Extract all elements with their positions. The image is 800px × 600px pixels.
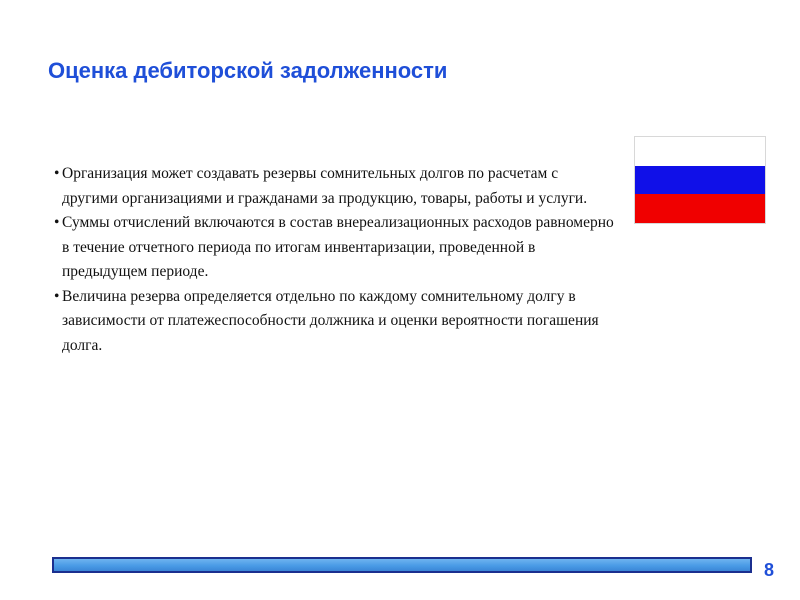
bullet-item <box>56 211 616 285</box>
flag-stripe-white <box>635 137 765 166</box>
bullet-text: Организация может создавать резервы сомнительных долгов по расчетам с другими организациями и гражданами за продукцию, товары, работы и услуги. <box>62 165 588 207</box>
footer-bar <box>52 557 752 573</box>
bullet-marker: • <box>54 287 60 305</box>
bullet-text: Суммы отчислений включаются в состав внереализационных расходов равномерно в течение отчетного периода по итогам инвентаризации, проведенной в предыдущем периоде. <box>62 214 614 280</box>
bullet-item <box>56 285 616 359</box>
bullet-list <box>56 162 616 358</box>
bullet-text: Величина резерва определяется отдельно по каждому сомнительному долгу в зависимости от платежеспособности должника и оценки вероятности погашения долга. <box>62 287 599 354</box>
bullet-marker: • <box>54 214 60 231</box>
slide-title: Оценка дебиторской задолженности <box>48 58 448 83</box>
bullet-item <box>56 162 616 211</box>
flag-stripe-blue <box>635 166 765 195</box>
bullet-marker: • <box>54 165 60 182</box>
russian-flag-image <box>634 136 766 224</box>
flag-stripe-red <box>635 194 765 223</box>
page-number: 8 <box>764 560 775 580</box>
